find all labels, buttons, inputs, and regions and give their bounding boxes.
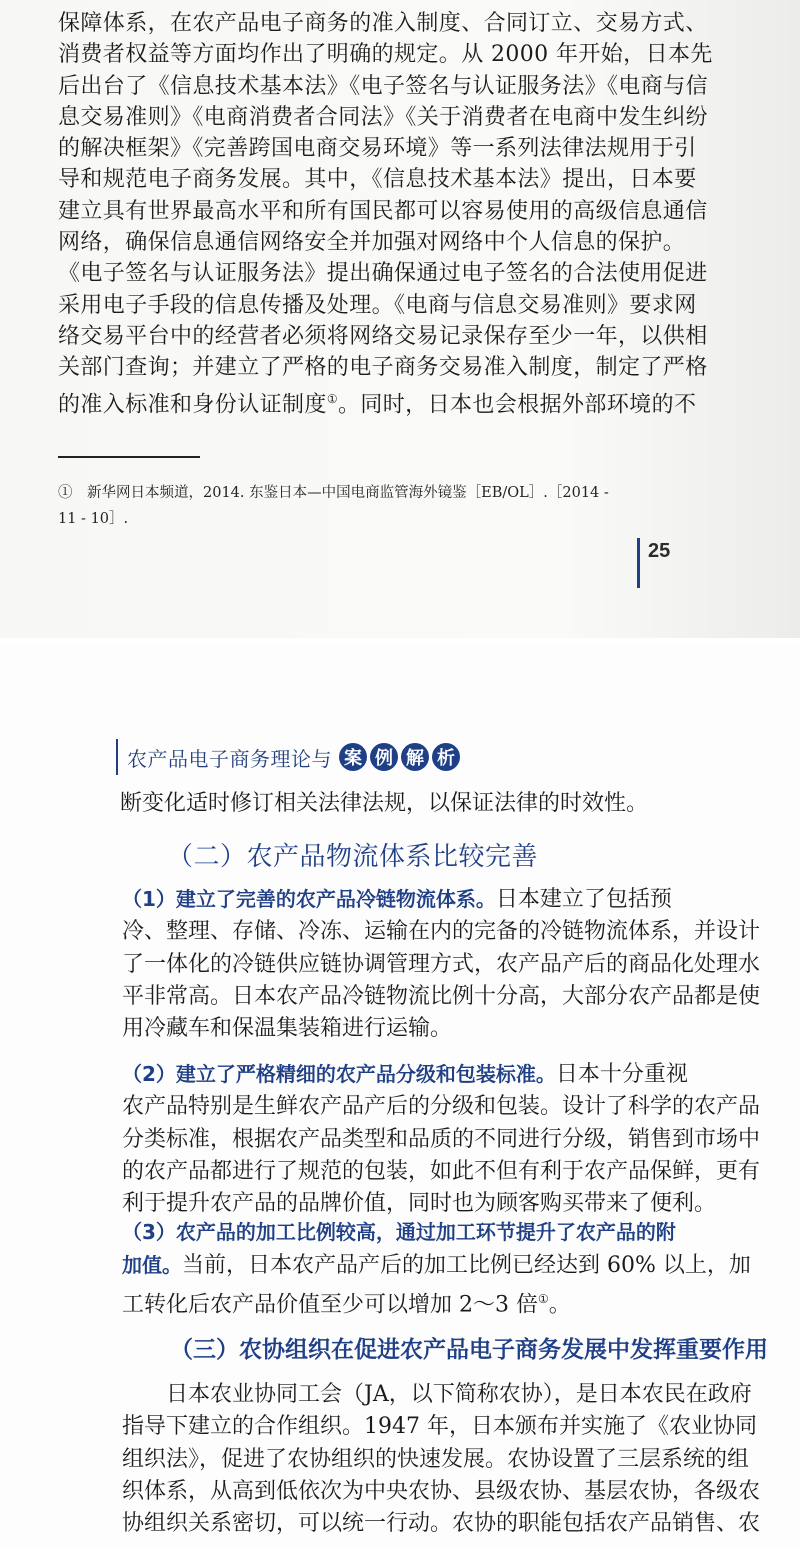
header-badge <box>338 742 461 772</box>
item-3-paragraph <box>122 1216 767 1321</box>
text-line <box>122 1216 767 1249</box>
text-line: 分类标准，根据农产品类型和品质的不同进行分级，销售到市场中 <box>122 1126 761 1152</box>
text-segment: 日本建立了包括预 <box>495 887 672 912</box>
text-line: 了一体化的冷链供应链协调管理方式，农产品产后的商品化处理水 <box>122 951 761 977</box>
badge-character: 解 <box>400 742 430 772</box>
text-line: 利于提升农产品的品牌价值，同时也为顾客购买带来了便利。 <box>122 1191 717 1217</box>
section-heading-2: （二）农产品物流体系比较完善 <box>167 842 539 872</box>
text-line: 冷、整理、存储、冷冻、运输在内的完备的冷链物流体系，并设计 <box>122 919 761 945</box>
top-book-page <box>0 0 800 642</box>
text-line <box>58 384 758 421</box>
text-line: 平非常高。日本农产品冷链物流比例十分高，大部分农产品都是使 <box>122 983 761 1009</box>
text-line: 的农产品都进行了规范的包装，如此不但有利于农产品保鲜，更有 <box>122 1158 761 1184</box>
badge-character: 例 <box>369 742 399 772</box>
text-line: 建立具有世界最高水平和所有国民都可以容易使用的高级信息通信 <box>58 198 708 224</box>
item-lead: 加值。 <box>122 1253 182 1278</box>
footnote-marker: ① <box>326 391 338 406</box>
bottom-book-page <box>0 642 800 1546</box>
text-segment: 的准入标准和身份认证制度 <box>58 391 327 417</box>
text-segment: 。 <box>548 1291 571 1317</box>
text-line: 指导下建立的合作组织。1947 年，日本颁布并实施了《农业协同 <box>122 1414 757 1440</box>
text-line: 日本农业协同工会（JA，以下简称农协），是日本农民在政府 <box>122 1382 752 1407</box>
text-line: 息交易准则》《电商消费者合同法》《关于消费者在电商中发生纠纷 <box>58 104 709 130</box>
item-1-paragraph <box>122 883 767 1045</box>
text-line: 协组织关系密切，可以统一行动。农协的职能包括农产品销售、农 <box>122 1511 761 1537</box>
page-number-bar <box>637 538 640 588</box>
text-segment: 。同时，日本也会根据外部环境的不 <box>337 391 697 417</box>
text-line: 网络，确保信息通信网络安全并加强对网络中个人信息的保护。 <box>58 230 686 256</box>
badge-character: 析 <box>431 742 461 772</box>
item-lead: （3）农产品的加工比例较高，通过加工环节提升了农产品的附 <box>122 1220 676 1244</box>
badge-character: 案 <box>338 742 368 772</box>
text-line <box>122 1283 767 1322</box>
text-line <box>122 1249 767 1282</box>
page-number: 25 <box>648 540 671 562</box>
text-line: 织体系，从高到低依次为中央农协、县级农协、基层农协，各级农 <box>122 1478 761 1504</box>
footnote-divider <box>58 456 200 458</box>
footnote-marker: ① <box>537 1291 549 1306</box>
text-line <box>122 1058 767 1091</box>
item-lead: （1）建立了完善的农产品冷链物流体系。 <box>122 887 496 911</box>
text-line: 采用电子手段的信息传播及处理。《电商与信息交易准则》要求网 <box>58 292 697 318</box>
text-line: 导和规范电子商务发展。其中，《信息技术基本法》提出，日本要 <box>58 167 697 193</box>
footnote-line: ① 新华网日本频道，2014. 东鉴日本—中国电商监管海外镜鉴［EB/OL］.［2014 - <box>58 485 609 501</box>
item-lead: （2）建立了严格精细的农产品分级和包装标准。 <box>122 1062 556 1086</box>
continuation-line: 断变化适时修订相关法律法规，以保证法律的时效性。 <box>120 791 649 816</box>
section-heading-3: （三）农协组织在促进农产品电子商务发展中发挥重要作用 <box>170 1337 768 1363</box>
text-line: 组织法》，促进了农协组织的快速发展。农协设置了三层系统的组 <box>122 1446 750 1472</box>
text-line <box>122 883 767 916</box>
text-line: 保障体系，在农产品电子商务的准入制度、合同订立、交易方式、 <box>58 11 708 36</box>
footnote <box>58 480 708 532</box>
text-line: 农产品特别是生鲜农产品产后的分级和包装。设计了科学的农产品 <box>122 1094 761 1120</box>
text-line: 消费者权益等方面均作出了明确的规定。从 2000 年开始，日本先 <box>58 42 713 68</box>
header-title: 农产品电子商务理论与 <box>127 746 332 771</box>
text-segment: 工转化后农产品价值至少可以增加 2～3 倍 <box>122 1291 538 1317</box>
text-line: 《电子签名与认证服务法》提出确保通过电子签名的合法使用促进 <box>58 261 708 287</box>
text-line: 用冷藏车和保温集装箱进行运输。 <box>122 1016 453 1042</box>
item-2-paragraph <box>122 1058 767 1220</box>
header-rule <box>116 739 118 775</box>
running-header <box>116 736 461 778</box>
text-segment: 日本十分重视 <box>555 1062 688 1087</box>
cooperative-paragraph <box>122 1379 767 1540</box>
text-line: 的解决框架》《完善跨国电商交易环境》等一系列法律法规用于引 <box>58 136 697 162</box>
footnote-line: 11 - 10］. <box>58 511 129 527</box>
top-paragraph <box>58 8 758 420</box>
text-line: 后出台了《信息技术基本法》《电子签名与认证服务法》《电商与信 <box>58 73 709 99</box>
text-line: 关部门查询；并建立了严格的电子商务交易准入制度，制定了严格 <box>58 355 708 381</box>
text-segment: 当前，日本农产品产后的加工比例已经达到 60% 以上，加 <box>182 1253 751 1279</box>
text-line: 络交易平台中的经营者必须将网络交易记录保存至少一年，以供相 <box>58 323 708 349</box>
